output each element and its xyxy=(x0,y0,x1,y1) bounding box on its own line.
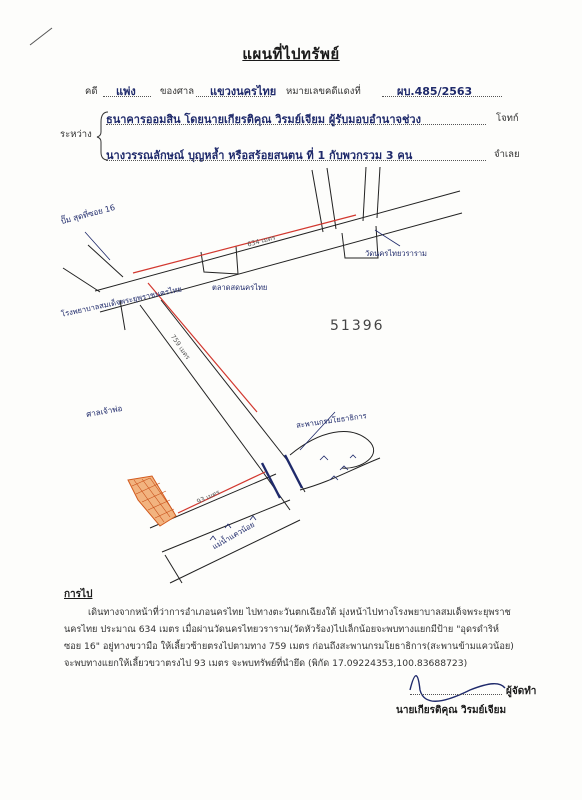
map-label-93: 93 เมตร xyxy=(195,488,222,506)
target-property-plot xyxy=(128,476,176,526)
map-label-bridge: สะพานกรมโยธาธิการ xyxy=(295,411,368,430)
between-label: ระหว่าง xyxy=(60,129,92,140)
defendant-name: นางวรรณลักษณ์ บุญหล้ำ หรือสร้อยสนตน ที่ 1 กับพวกรวม 3 คน xyxy=(106,149,413,162)
defendant-role: จำเลย xyxy=(494,149,520,160)
map-label-shrine: ศาลเจ้าพ่อ xyxy=(85,403,123,420)
map-label-temple: วัดนครไทยวราราม xyxy=(365,249,427,258)
court-label: ของศาล xyxy=(160,86,195,97)
map-label-market: ตลาดสดนครไทย xyxy=(212,283,268,292)
signature-mark xyxy=(410,676,505,702)
court-name: แขวงนครไทย xyxy=(210,85,277,98)
map-label-759: 759 เมตร xyxy=(168,332,192,362)
map-label-634: 634 เมตร xyxy=(246,233,277,249)
document-title: แผนที่ไปทรัพย์ xyxy=(242,45,340,63)
directions-heading: การไป xyxy=(64,589,93,600)
signature-role: ผู้จัดทำ xyxy=(506,686,537,697)
signature-name: นายเกียรติคุณ วิรมย์เจียม xyxy=(396,705,507,716)
case-number: ผบ.485/2563 xyxy=(397,85,473,98)
plaintiff-name: ธนาคารออมสิน โดยนายเกียรติคุณ วิรมย์เจียม ผู้รับมอบอำนาจช่วง xyxy=(106,113,421,126)
road-line xyxy=(312,170,323,232)
map-label-sign: ปั๊ม สุดที่ซอย 16 xyxy=(59,202,117,227)
case-label: คดี xyxy=(85,86,98,97)
case-number-label: หมายเลขคดีแดงที่ xyxy=(286,86,361,97)
map-label-river: แม่น้ำแควน้อย xyxy=(210,519,257,552)
case-type: แพ่ง xyxy=(116,85,136,98)
map-label-hospital: โรงพยาบาลสมเด็จพระยุพราชนครไทย xyxy=(60,284,183,319)
plaintiff-role: โจทก์ xyxy=(496,113,519,124)
map-number-mark: 51396 xyxy=(330,318,385,334)
directions-paragraph: เดินทางจากหน้าที่ว่าการอำเภอนครไทย ไปทางตะวันตกเฉียงใต้ มุ่งหน้าไปทางโรงพยาบาลสมเด็จพระยุพราชนครไทย ประมาณ 634 เมตร เมื่อผ่านวัดนครไทยวราราม(วัดหัวร้อง)ไปเล็กน้อยจะพบทางแยกมีป้าย "อุดรดำริห์ ซอย 16" อยู่ทางขวามือ ให้เลี้ยวซ้ายตรงไปตามทาง 759 เมตร ก่อนถึงสะพานกรมโยธาธิการ(สะพานข้ามแควน้อย) จะพบทางแยกให้เลี้ยวขวาตรงไป 93 เมตร จะพบทรัพย์ที่นำยึด (พิกัด 17.09224353,100.83688723) xyxy=(64,607,514,670)
